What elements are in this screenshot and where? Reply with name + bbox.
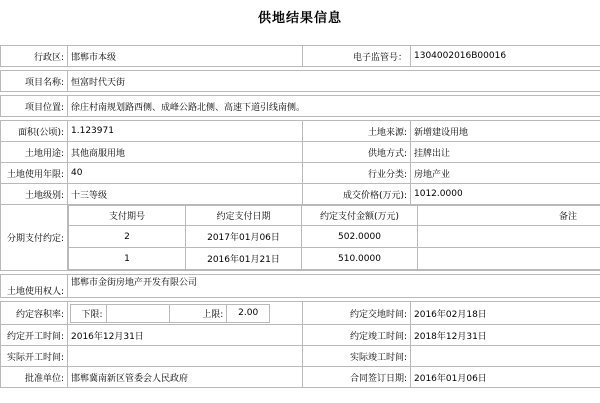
industry-label: 行业分类: <box>303 163 411 184</box>
use-term-label: 土地使用年限: <box>1 163 68 184</box>
row-district <box>1 46 600 67</box>
installment-header-amount: 约定支付金额(万元) <box>302 206 418 226</box>
supervision-no-value: 1304002016B00016 <box>411 46 600 67</box>
project-location-label: 项目位置: <box>1 96 68 117</box>
plot-ratio-label: 约定容积率: <box>1 302 68 325</box>
supply-method-label: 供地方式: <box>303 142 411 163</box>
supply-method-value: 挂牌出让 <box>411 142 600 163</box>
land-source-value: 新增建设用地 <box>411 121 600 142</box>
installment-note <box>418 248 600 270</box>
row-installment <box>1 205 600 271</box>
area-value: 1.123971 <box>68 121 303 142</box>
actual-completion-label: 实际竣工时间: <box>303 346 411 367</box>
installment-date: 2017年01月06日 <box>186 226 302 248</box>
land-grade-value: 十三等级 <box>68 184 303 205</box>
deal-price-label: 成交价格(万元): <box>303 184 411 205</box>
installment-period: 2 <box>69 226 186 248</box>
actual-start-label: 实际开工时间: <box>1 346 68 367</box>
installment-amount: 510.0000 <box>302 248 418 270</box>
row-area <box>1 121 600 142</box>
actual-start-value <box>68 346 303 367</box>
installment-label: 分期支付约定: <box>1 205 68 271</box>
contract-date-value: 2016年01月06日 <box>411 367 600 388</box>
row-start-time <box>1 325 600 346</box>
area-label: 面积(公顷): <box>1 121 68 142</box>
lower-value <box>106 304 170 322</box>
district-label: 行政区: <box>1 46 68 67</box>
upper-label: 上限: <box>170 304 227 322</box>
plot-ratio-table <box>70 304 270 323</box>
installment-row <box>69 248 600 270</box>
district-value: 邯郸市本级 <box>68 46 303 67</box>
land-use-value: 其他商服用地 <box>68 142 303 163</box>
installment-header-note: 备注 <box>418 206 600 226</box>
row-plot-ratio <box>1 302 600 325</box>
land-source-label: 土地来源: <box>303 121 411 142</box>
lower-label: 下限: <box>71 304 107 322</box>
installment-note <box>418 226 600 248</box>
row-land-user <box>1 275 600 298</box>
deal-price-value: 1012.0000 <box>411 184 600 205</box>
row-land-use <box>1 142 600 163</box>
row-approval-unit <box>1 367 600 388</box>
completion-time-label: 约定竣工时间: <box>303 325 411 346</box>
project-location-value: 徐庄村南规划路西侧、成峰公路北侧、高速下道引线南侧。 <box>68 96 600 117</box>
row-actual-start <box>1 346 600 367</box>
land-use-label: 土地用途: <box>1 142 68 163</box>
approval-unit-value: 邯郸冀南新区管委会人民政府 <box>68 367 303 388</box>
land-user-label: 土地使用权人: <box>1 275 68 298</box>
row-use-term <box>1 163 600 184</box>
row-project-name <box>1 71 600 92</box>
supervision-no-label: 电子监管号： <box>303 46 411 67</box>
actual-completion-value <box>411 346 600 367</box>
use-term-value: 40 <box>68 163 303 184</box>
project-name-label: 项目名称: <box>1 71 68 92</box>
installment-header-row <box>69 206 600 226</box>
industry-value: 房地产业 <box>411 163 600 184</box>
installment-header-date: 约定支付日期 <box>186 206 302 226</box>
land-grade-label: 土地级别: <box>1 184 68 205</box>
completion-time-value: 2018年12月31日 <box>411 325 600 346</box>
start-time-value: 2016年12月31日 <box>68 325 303 346</box>
plot-ratio-cell <box>68 302 303 325</box>
installment-period: 1 <box>69 248 186 270</box>
land-supply-info-table <box>0 45 600 388</box>
installment-row <box>69 226 600 248</box>
land-user-value: 邯郸市金街房地产开发有限公司 <box>68 275 600 298</box>
installment-cell <box>68 205 600 271</box>
project-name-value: 恒富时代天街 <box>68 71 600 92</box>
start-time-label: 约定开工时间: <box>1 325 68 346</box>
row-project-location <box>1 96 600 117</box>
installment-date: 2016年01月21日 <box>186 248 302 270</box>
contract-date-label: 合同签订日期: <box>303 367 411 388</box>
upper-value: 2.00 <box>227 304 270 322</box>
delivery-time-label: 约定交地时间: <box>303 302 411 325</box>
delivery-time-value: 2016年02月18日 <box>411 302 600 325</box>
approval-unit-label: 批准单位: <box>1 367 68 388</box>
page-title: 供地结果信息 <box>257 11 342 26</box>
installment-table <box>68 205 600 270</box>
row-land-grade <box>1 184 600 205</box>
installment-header-period: 支付期号 <box>69 206 186 226</box>
installment-amount: 502.0000 <box>302 226 418 248</box>
